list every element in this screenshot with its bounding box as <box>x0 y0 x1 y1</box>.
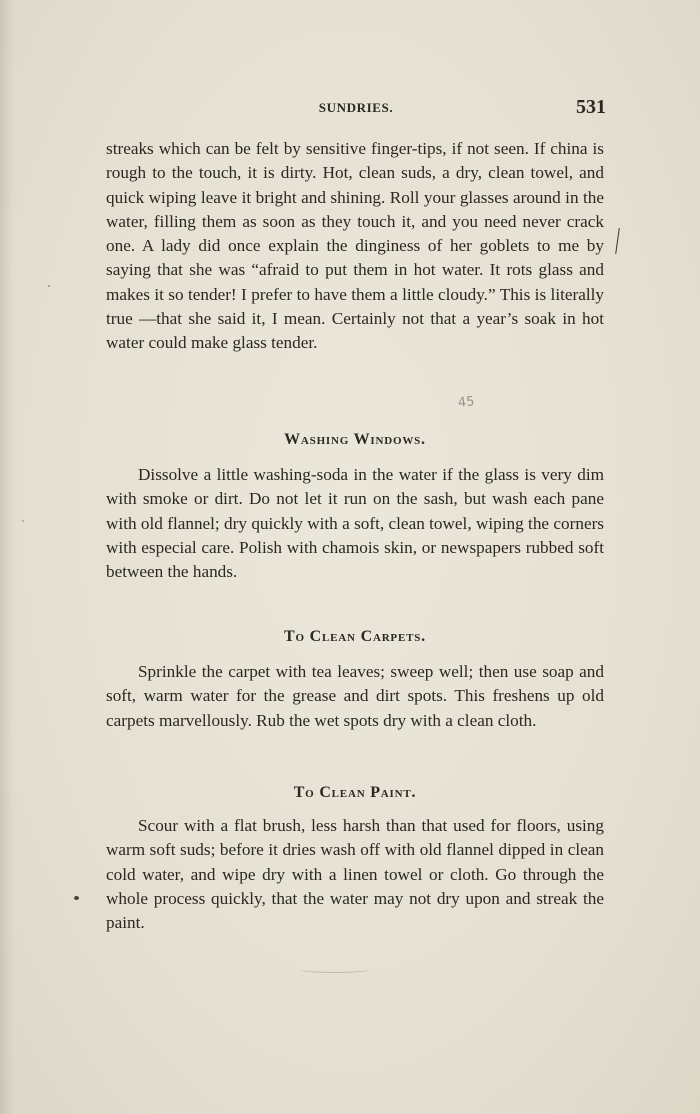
spine-shadow <box>0 0 14 1114</box>
ink-speck <box>48 285 50 287</box>
page-number: 531 <box>576 96 606 118</box>
ink-speck <box>74 896 79 900</box>
paragraph-clean-paint: Scour with a flat brush, less harsh than that used for floors, using warm soft suds; before it dries wash off with old flannel dipped in clean cold water, and wipe dry with a linen towel or cloth. Go through the whole process quickly, that the water may not dry upon and streak the paint. <box>106 816 604 933</box>
ink-speck <box>22 520 24 522</box>
pencil-annotation: 45 <box>457 394 476 411</box>
paragraph-clean-carpets: Sprinkle the carpet with tea leaves; sweep well; then use soap and soft, warm water for the grease and dirt spots. This freshens up old carpets marvellously. Rub the wet spots dry with a clean cloth. <box>106 662 604 730</box>
margin-tick-mark <box>615 228 620 254</box>
running-head <box>106 96 606 122</box>
heading-clean-paint: To Clean Paint. <box>293 784 417 801</box>
faint-mark <box>300 966 370 973</box>
heading-clean-carpets: To Clean Carpets. <box>284 628 426 645</box>
running-title: SUNDRIES. <box>318 100 394 115</box>
heading-washing-windows: Washing Windows. <box>284 431 426 448</box>
paragraph-washing-windows: Dissolve a little washing-soda in the water if the glass is very dim with smoke or dirt. Do not let it run on the sash, but wash each pane with old flannel; dry quickly with a soft, clean towel, wiping the corners with especial care. Polish with chamois skin, or newspapers rubbed soft between the hands. <box>106 465 604 582</box>
paragraph-china-glasses: streaks which can be felt by sensitive finger-tips, if not seen. If china is rough to the touch, it is dirty. Hot, clean suds, a dry, clean towel, and quick wiping leave it bright and shining. Roll your glasses around in the water, filling them as soon as they touch it, and you need never crack one. A lady did once explain the dinginess of her goblets to me by saying that she was “afraid to put them in hot water. It rots glass and makes it so tender! I prefer to have them a little cloudy.” This is literally true —that she said it, I mean. Certainly not that a year’s soak in hot water could make glass tender. <box>106 139 604 353</box>
